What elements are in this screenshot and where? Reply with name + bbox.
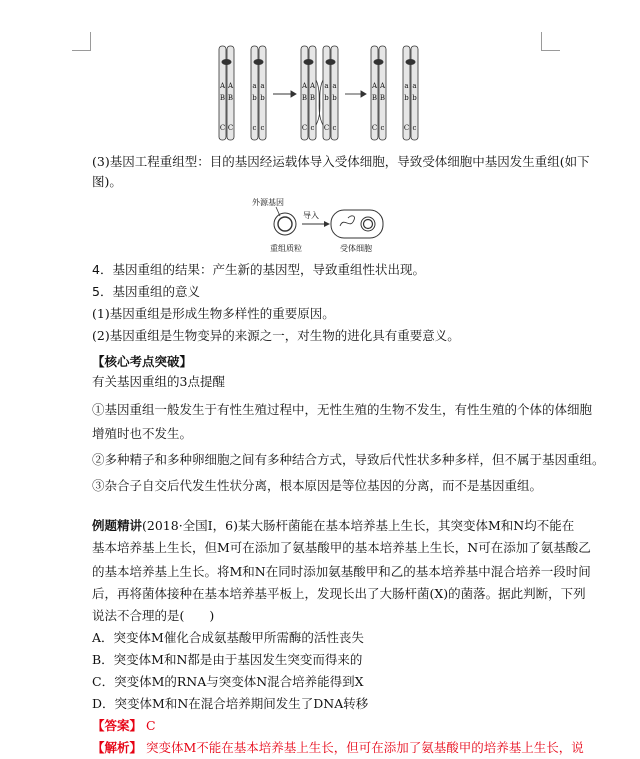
svg-text:外源基因: 外源基因 <box>252 198 284 207</box>
svg-text:A: A <box>371 82 378 90</box>
section-heading-core: 【核心考点突破】 <box>92 354 193 369</box>
example-line-5: 说法不合理的是( ) <box>92 608 215 623</box>
svg-text:c: c <box>380 124 385 132</box>
option-b: B．突变体M和N都是由于基因发生突变而得来的 <box>92 652 363 667</box>
svg-text:a: a <box>252 82 257 90</box>
option-a: A．突变体M催化合成氨基酸甲所需酶的活性丧失 <box>92 630 364 645</box>
gene-engineering-figure <box>240 196 400 254</box>
text-line-3: 4．基因重组的结果：产生新的基因型，导致重组性状出现。 <box>92 262 425 277</box>
svg-text:C: C <box>219 124 226 132</box>
example-label: 例题精讲 <box>92 518 143 533</box>
analysis-text: 突变体M不能在基本培养基上生长，但可在添加了氨基酸甲的培养基上生长，说 <box>146 740 584 755</box>
text-line-2: 图)。 <box>92 174 122 189</box>
answer-label: 【答案】 <box>92 718 143 733</box>
svg-text:C: C <box>227 124 234 132</box>
example-line-3: 的基本培养基上生长。将M和N在同时添加氨基酸甲和乙的基本培养基中混合培养一段时间 <box>92 564 591 579</box>
svg-text:C: C <box>323 124 330 132</box>
svg-text:a: a <box>412 82 417 90</box>
svg-text:c: c <box>260 124 265 132</box>
svg-text:B: B <box>309 94 316 102</box>
svg-text:b: b <box>252 94 257 102</box>
svg-text:b: b <box>412 94 417 102</box>
svg-text:B: B <box>227 94 234 102</box>
svg-text:c: c <box>310 124 315 132</box>
text-line-9: 增殖时也不发生。 <box>92 426 193 441</box>
svg-text:b: b <box>404 94 409 102</box>
analysis-label: 【解析】 <box>92 740 143 755</box>
svg-text:C: C <box>301 124 308 132</box>
svg-text:c: c <box>412 124 417 132</box>
page-corner-mark-right <box>541 32 560 51</box>
example-source: (2018·全国Ⅰ，6) <box>142 518 238 533</box>
svg-text:C: C <box>371 124 378 132</box>
svg-text:B: B <box>219 94 226 102</box>
svg-text:a: a <box>332 82 337 90</box>
svg-text:A: A <box>227 82 234 90</box>
svg-text:c: c <box>252 124 257 132</box>
example-first-line <box>92 518 574 534</box>
crossing-over-figure <box>205 40 425 144</box>
text-line-5: (1)基因重组是形成生物多样性的重要原因。 <box>92 306 335 321</box>
text-line-8: ①基因重组一般发生于有性生殖过程中，无性生殖的生物不发生，有性生殖的个体的体细胞 <box>92 402 593 417</box>
svg-text:B: B <box>371 94 378 102</box>
svg-text:A: A <box>309 82 316 90</box>
text-line-4: 5．基因重组的意义 <box>92 284 200 299</box>
text-line-11: ③杂合子自交后代发生性状分离，根本原因是等位基因的分离，而不是基因重组。 <box>92 478 543 493</box>
svg-text:a: a <box>260 82 265 90</box>
page-corner-mark-left <box>72 32 91 51</box>
svg-text:A: A <box>219 82 226 90</box>
svg-text:受体细胞: 受体细胞 <box>340 244 372 253</box>
answer-value: C <box>146 718 156 733</box>
svg-text:A: A <box>379 82 386 90</box>
svg-text:B: B <box>379 94 386 102</box>
svg-text:a: a <box>404 82 409 90</box>
text-line-1: (3)基因工程重组型：目的基因经运载体导入受体细胞，导致受体细胞中基因发生重组(如下 <box>92 154 590 169</box>
svg-text:导入: 导入 <box>303 211 319 220</box>
analysis-line <box>92 740 584 756</box>
svg-text:C: C <box>403 124 410 132</box>
text-line-7: 有关基因重组的3点提醒 <box>92 374 225 389</box>
svg-text:b: b <box>260 94 265 102</box>
svg-text:b: b <box>332 94 337 102</box>
svg-text:c: c <box>332 124 337 132</box>
svg-text:B: B <box>301 94 308 102</box>
svg-text:A: A <box>301 82 308 90</box>
svg-text:b: b <box>324 94 329 102</box>
text-line-10: ②多种精子和多种卵细胞之间有多种结合方式，导致后代性状多种多样，但不属于基因重组。 <box>92 452 605 467</box>
text-line-6: (2)基因重组是生物变异的来源之一，对生物的进化具有重要意义。 <box>92 328 460 343</box>
answer-line <box>92 718 156 734</box>
option-d: D．突变体M和N在混合培养期间发生了DNA转移 <box>92 696 369 711</box>
option-c: C．突变体M的RNA与突变体N混合培养能得到X <box>92 674 364 689</box>
svg-text:a: a <box>324 82 329 90</box>
example-line-2: 基本培养基上生长，但M可在添加了氨基酸甲的基本培养基上生长，N可在添加了氨基酸乙 <box>92 540 591 555</box>
svg-text:重组质粒: 重组质粒 <box>270 244 302 253</box>
example-line-4: 后，再将菌体接种在基本培养基平板上，发现长出了大肠杆菌(X)的菌落。据此判断，下列 <box>92 586 586 601</box>
example-question-start: 某大肠杆菌能在基本培养基上生长，其突变体M和N均不能在 <box>237 518 575 533</box>
